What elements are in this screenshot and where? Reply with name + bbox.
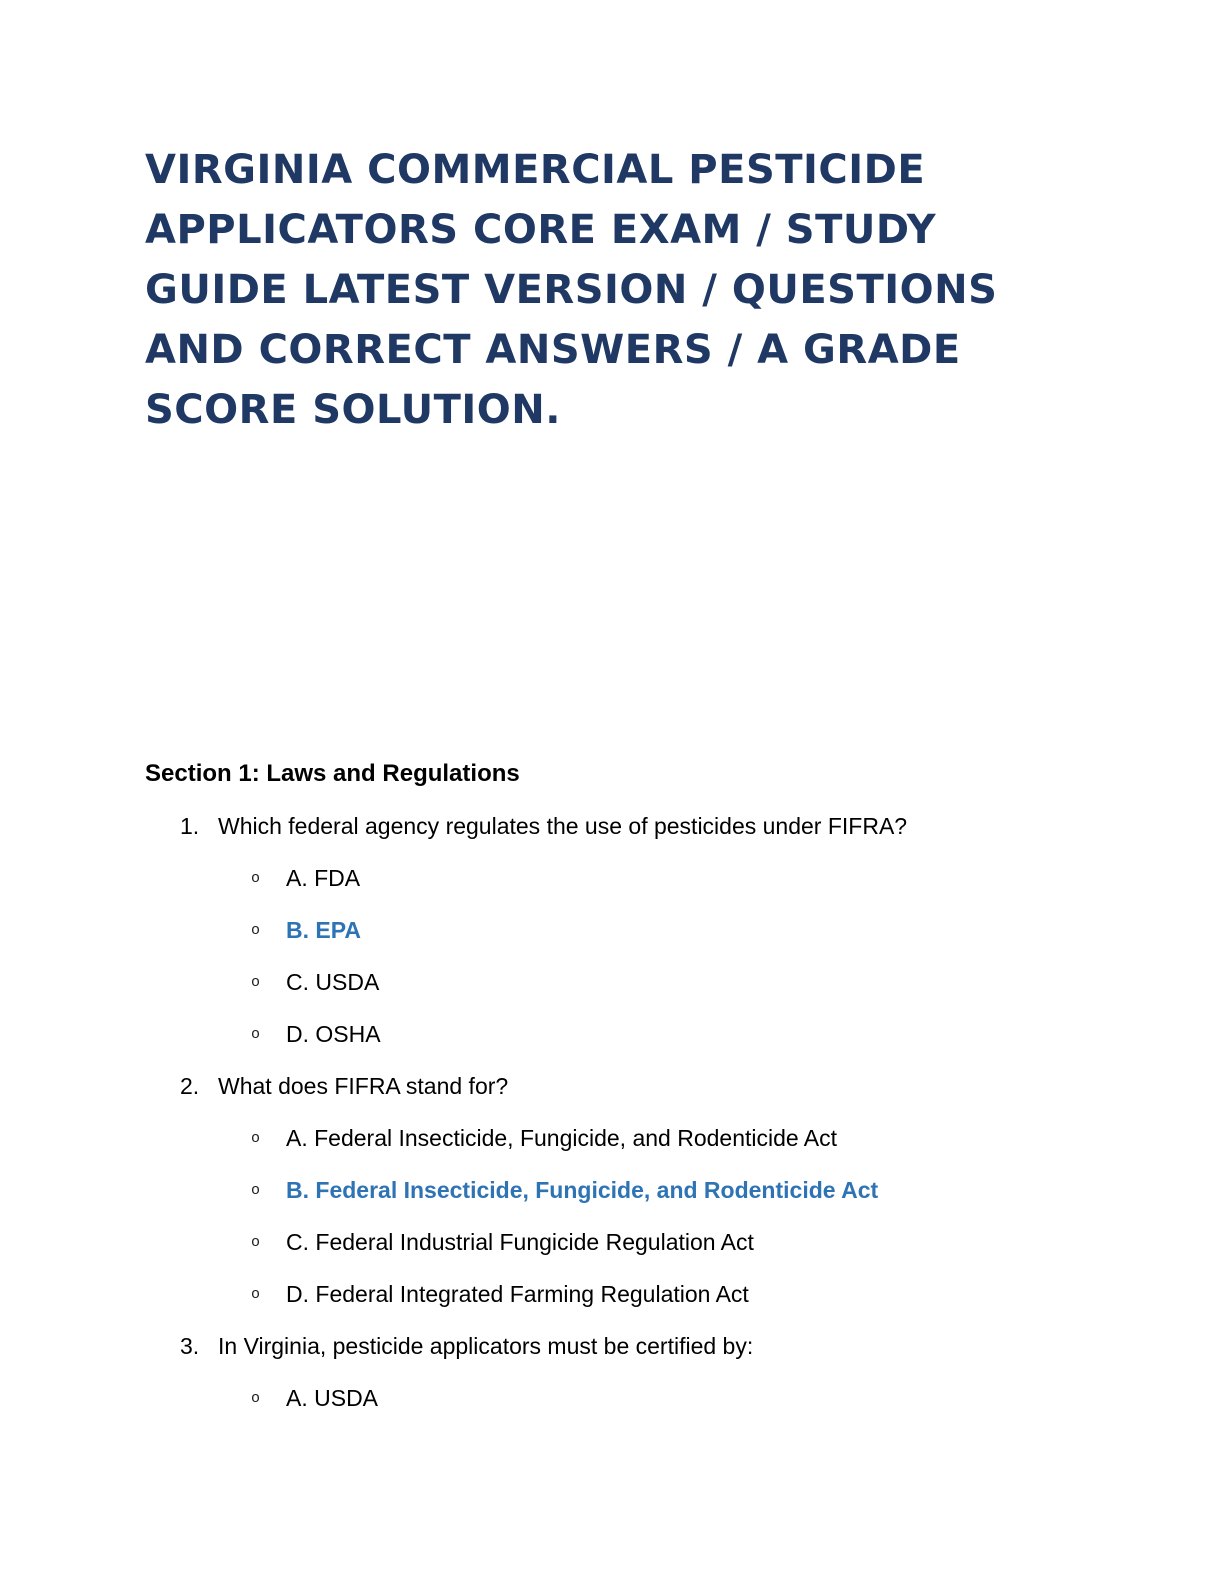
question-number: 2. (180, 1072, 200, 1099)
option-item (145, 1008, 1085, 1060)
bullet-icon: o (251, 1389, 261, 1407)
questions-list (145, 800, 1085, 1424)
option-item (145, 1112, 1085, 1164)
question-text: In Virginia, pesticide applicators must be certified by: (218, 1332, 754, 1359)
option-label: A. FDA (286, 864, 361, 891)
option-item (145, 852, 1085, 904)
option-label-correct-answer: B. Federal Insecticide, Fungicide, and Rodenticide Act (286, 1176, 879, 1203)
bullet-icon: o (251, 1285, 261, 1303)
question-number: 1. (180, 812, 200, 839)
option-label: A. USDA (286, 1384, 379, 1411)
bullet-icon: o (251, 869, 261, 887)
question-text: What does FIFRA stand for? (218, 1072, 509, 1099)
option-item (145, 1372, 1085, 1424)
question-item (145, 1060, 1085, 1112)
option-item (145, 1268, 1085, 1320)
option-item (145, 1164, 1085, 1216)
option-item (145, 904, 1085, 956)
option-label: C. Federal Industrial Fungicide Regulation Act (286, 1228, 754, 1255)
bullet-icon: o (251, 1025, 261, 1043)
bullet-icon: o (251, 973, 261, 991)
section-heading: Section 1: Laws and Regulations (145, 760, 520, 787)
bullet-icon: o (251, 1129, 261, 1147)
bullet-icon: o (251, 921, 261, 939)
question-number: 3. (180, 1332, 200, 1359)
option-label: A. Federal Insecticide, Fungicide, and Rodenticide Act (286, 1124, 838, 1151)
bullet-icon: o (251, 1181, 261, 1199)
option-label: C. USDA (286, 968, 380, 995)
question-item (145, 1320, 1085, 1372)
question-item (145, 800, 1085, 852)
question-text: Which federal agency regulates the use of pesticides under FIFRA? (218, 812, 908, 839)
document-content (145, 140, 1085, 1424)
option-label: D. Federal Integrated Farming Regulation Act (286, 1280, 749, 1307)
option-label: D. OSHA (286, 1020, 381, 1047)
bullet-icon: o (251, 1233, 261, 1251)
option-label-correct-answer: B. EPA (286, 916, 361, 943)
option-item (145, 956, 1085, 1008)
document-title: VIRGINIA COMMERCIAL PESTICIDE APPLICATORS CORE EXAM / STUDY GUIDE LATEST VERSION / QUESTIONS AND CORRECT ANSWERS / A GRADE SCORE SOLUTION. (145, 147, 998, 433)
option-item (145, 1216, 1085, 1268)
